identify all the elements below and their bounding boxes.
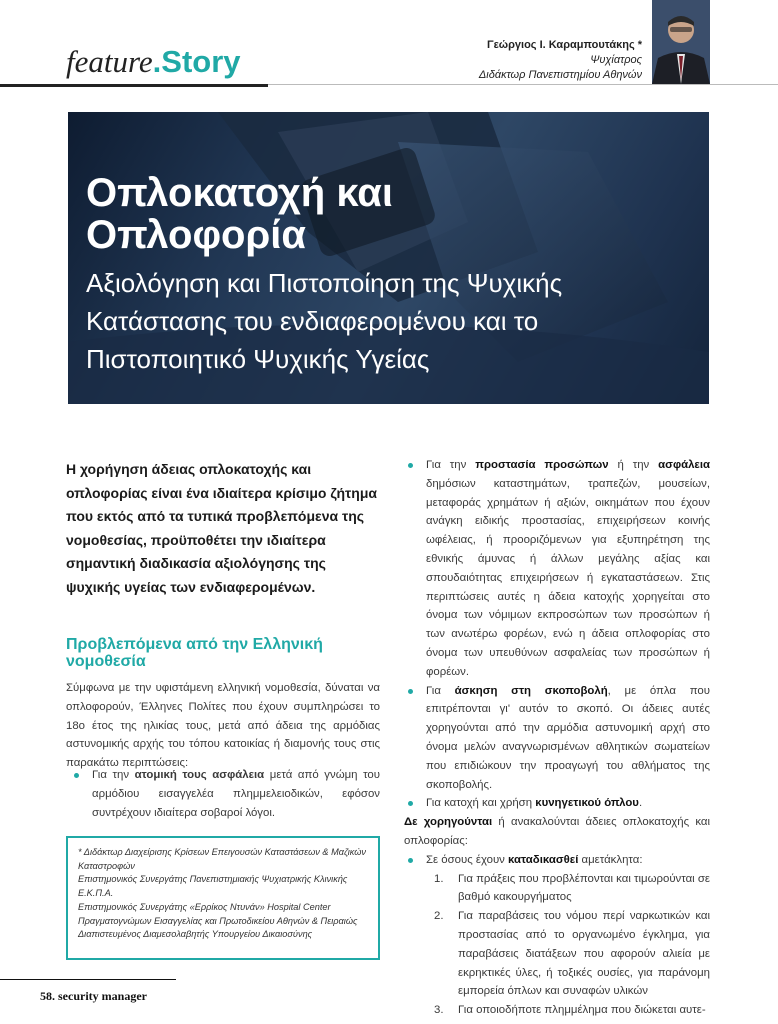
list-item: Για την ατομική τους ασφάλεια μετά από γνώμη του αρμόδιου εισαγγελέα πλημμελειοδικών, εφόσον συντρέχουν ιδιαίτερα σοβαροί λόγοι. [70, 766, 380, 822]
page-footer [40, 989, 147, 1004]
hero-title [86, 172, 393, 256]
brand-feature: feature [66, 44, 153, 79]
hero-subtitle-line-2: Κατάστασης του ενδιαφερομένου και το [86, 306, 539, 336]
page-number: 58 [40, 989, 52, 1003]
hero-title-line-1: Οπλοκατοχή και [86, 171, 393, 215]
hero-banner [68, 112, 709, 404]
lead-paragraph [66, 458, 380, 599]
lead-text: Η χορήγηση άδειας οπλοκατοχής και οπλοφορίας είναι ένα ιδιαίτερα κρίσιμο ζήτημα που εκτός από τα τυπικά προβλεπόμενα της νομοθεσίας, προϋποθέτει την ιδιαίτερα σημαντική διαδικασία αξιολόγησης της ψυχικής υγείας των ενδιαφερομένων. [66, 461, 378, 595]
article-column-2 [404, 456, 710, 1020]
credential-line: Επιστημονικός Συνεργάτης Πανεπιστημιακής Ψυχιατρικής Κλινικής Ε.Κ.Π.Α. [78, 874, 348, 899]
author-degree: Διδάκτωρ Πανεπιστημίου Αθηνών [478, 69, 642, 81]
header-rule [0, 84, 268, 87]
numbered-list [404, 870, 710, 1020]
list-item: Για κατοχή και χρήση κυνηγετικού όπλου. [404, 794, 710, 813]
section-brand [66, 44, 241, 80]
hero-subtitle-line-3: Πιστοποιητικό Ψυχικής Υγείας [86, 344, 430, 374]
list-item: Για άσκηση στη σκοποβολή, με όπλα που επιτρέπονται γι' αυτόν το σκοπό. Οι άδειες αυτές χορηγούνται από την αρμόδια αστυνομική αρχή στο όνομα μελών αναγνωρισμένων αθλητικών σωματείων που επιδιώκουν την προαγωγή του αθλήματος της σκοποβολής. [404, 682, 710, 795]
paragraph: Δε χορηγούνται ή ανακαλούνται άδειες οπλοκατοχής και οπλοφορίας: [404, 816, 710, 847]
author-name: Γεώργιος Ι. Καραμπουτάκης * [486, 39, 642, 51]
list-item: Σε όσους έχουν καταδικασθεί αμετάκλητα: [404, 851, 710, 870]
hero-title-line-2: Οπλοφορία [86, 213, 306, 257]
author-role: Ψυχίατρος [590, 54, 642, 66]
section-paragraph: Σύμφωνα με την υφιστάμενη ελληνική νομοθεσία, δύναται να οπλοφορούν, Έλληνες Πολίτες που έχουν συμπληρώσει το 18ο έτος της ηλικίας τους, μετά από άδεια της αρμόδιας αστυνομικής αρχής του τόπου κατοικίας ή διαμονής τους στις παρακάτω περιπτώσεις: [66, 682, 380, 770]
numbered-item: 2. Για παραβάσεις του νόμου περί ναρκωτικών και προστασίας από το οργανωμένο έγκλημα, για παραβάσεις διατάξεων που αφορούν αλιεία με εκρηκτικές ύλες, ή τοξικές ουσίες, για παράνομη εμπορεία όπλων και συναφών υλικών [434, 910, 710, 998]
credential-line: Επιστημονικός Συνεργάτης «Ερρίκος Ντυνάν» Hospital Center [78, 901, 331, 912]
section-heading: Προβλεπόμενα από την Ελληνική νομοθεσία [66, 636, 323, 670]
list-item: Για την προστασία προσώπων ή την ασφάλεια δημόσιων καταστημάτων, τραπεζών, μουσείων, μεταφοράς χρημάτων ή αξιών, οικημάτων που έχουν ανάγκη ειδικής προστασίας, επιχειρήσεων κοινής ωφέλειας, ή προοριζόμενων για εξυπηρέτηση της εθνικής άμυνας ή άλλων μεγάλης αξίας και σπουδαιότητας επιχειρήσεων ή εγκαταστάσεων. Στις περιπτώσεις αυτές η άδεια κατοχής χορηγείται στο όνομα των νόμιμων εκπροσώπων των προσώπων ή των ανωτέρω φορέων, ενώ η άδεια οπλοφορίας στο όνομα των υπευθύνων ασφαλείας των προσώπων ή φορέων. [404, 456, 710, 682]
bullet-list-col1 [70, 766, 380, 822]
numbered-item: 1. Για πράξεις που προβλέπονται και τιμωρούνται σε βαθμό κακουργήματος [434, 872, 710, 904]
credential-line: * Διδάκτωρ Διαχείρισης Κρίσεων Επειγουσών Καταστάσεων & Μαζικών Καταστροφών [78, 847, 366, 871]
author-info [479, 38, 642, 83]
magazine-name: security manager [58, 989, 147, 1003]
footer-dot: . [52, 989, 55, 1003]
header-rule-thin [268, 84, 778, 85]
hero-subtitle [86, 264, 562, 378]
credential-line: Διαπιστευμένος Διαμεσολαβητής Υπουργείου Δικαιοσύνης [78, 929, 313, 940]
credential-line: Πραγματογνώμων Εισαγγελίας και Πρωτοδικείου Αθηνών & Πειραιώς [78, 915, 358, 926]
author-photo [652, 0, 710, 84]
footer-rule [0, 979, 176, 980]
brand-dot: . [152, 44, 162, 79]
author-credentials-box [66, 836, 380, 960]
numbered-item: 3. Για οποιοδήποτε πλημμέλημα που διώκεται αυτε- [434, 1004, 706, 1017]
brand-story: Story [161, 44, 241, 79]
hero-subtitle-line-1: Αξιολόγηση και Πιστοποίηση της Ψυχικής [86, 268, 563, 298]
